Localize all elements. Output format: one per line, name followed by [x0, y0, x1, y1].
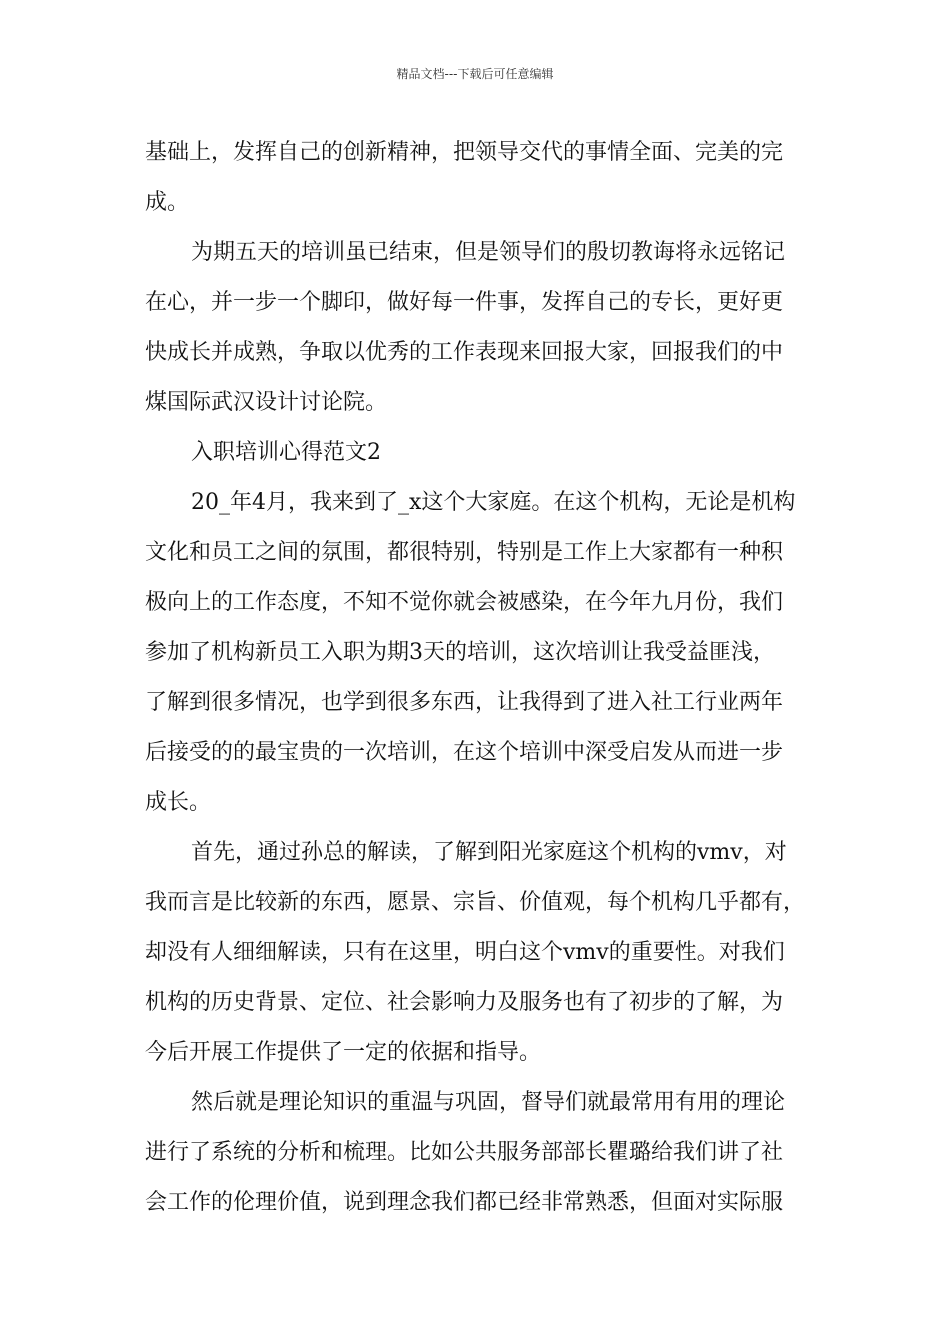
text-line: 然后就是理论知识的重温与巩固，督导们就最常用有用的理论 — [191, 1090, 786, 1115]
text-line: 进行了系统的分析和梳理。比如公共服务部部长瞿璐给我们讲了社 — [145, 1140, 784, 1165]
text-line: 成。 — [145, 190, 190, 215]
text-line: 今后开展工作提供了一定的依据和指导。 — [145, 1040, 542, 1065]
text-line: 为期五天的培训虽已结束，但是领导们的殷切教诲将永远铭记 — [191, 240, 786, 265]
text-line: 参加了机构新员工入职为期3天的培训，这次培训让我受益匪浅， — [145, 640, 775, 665]
document-body — [145, 128, 825, 1228]
text-line: 会工作的伦理价值，说到理念我们都已经非常熟悉，但面对实际服 — [145, 1190, 784, 1215]
text-line: 机构的历史背景、定位、社会影响力及服务也有了初步的了解，为 — [145, 990, 784, 1015]
text-line: 煤国际武汉设计讨论院。 — [145, 390, 388, 415]
text-line: 成长。 — [145, 790, 212, 815]
text-line: 在心，并一步一个脚印，做好每一件事，发挥自己的专长，更好更 — [145, 290, 784, 315]
text-line: 文化和员工之间的氛围，都很特别，特别是工作上大家都有一种积 — [145, 540, 784, 565]
page-header: 精品文档---下载后可任意编辑 — [396, 67, 554, 81]
text-line: 了解到很多情况，也学到很多东西，让我得到了进入社工行业两年 — [145, 690, 784, 715]
text-line: 却没有人细细解读，只有在这里，明白这个vmv的重要性。对我们 — [145, 940, 785, 965]
text-line: 我而言是比较新的东西，愿景、宗旨、价值观，每个机构几乎都有， — [145, 890, 806, 915]
text-line: 首先，通过孙总的解读，了解到阳光家庭这个机构的vmv，对 — [191, 840, 787, 865]
text-line: 后接受的的最宝贵的一次培训，在这个培训中深受启发从而进一步 — [145, 740, 784, 765]
text-line: 快成长并成熟，争取以优秀的工作表现来回报大家，回报我们的中 — [145, 340, 784, 365]
text-block — [145, 128, 825, 1228]
text-line: 基础上，发挥自己的创新精神，把领导交代的事情全面、完美的完 — [145, 140, 784, 165]
text-line: 入职培训心得范文2 — [191, 440, 381, 465]
text-line: 极向上的工作态度，不知不觉你就会被感染，在今年九月份，我们 — [145, 590, 784, 615]
text-line: 20_年4月，我来到了_x这个大家庭。在这个机构，无论是机构 — [191, 490, 796, 515]
